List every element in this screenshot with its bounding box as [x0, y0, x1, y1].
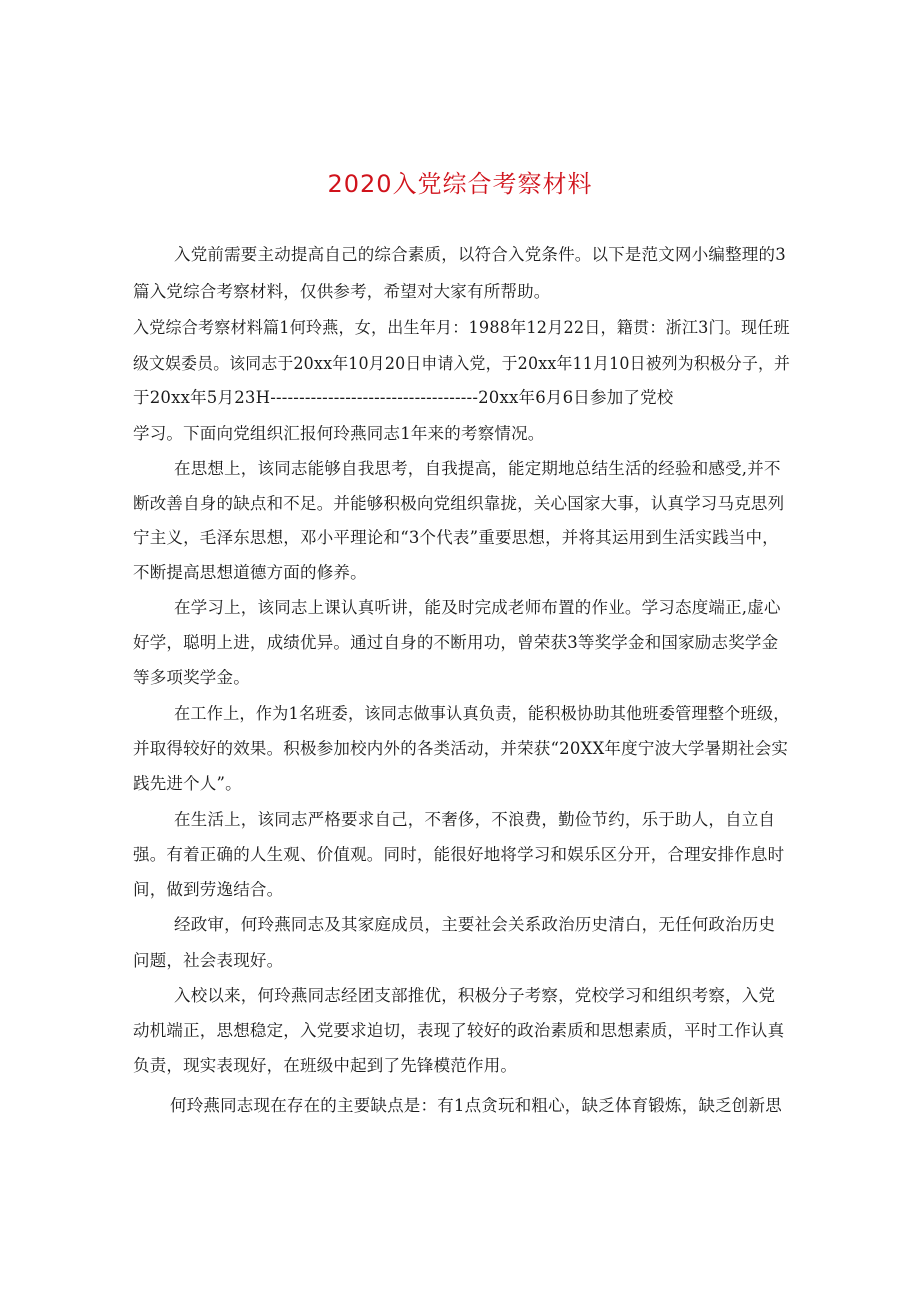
body-line: 等多项奖学金。	[133, 668, 250, 687]
body-line: 在生活上，该同志严格要求自己，不奢侈，不浪费，勤俭节约，乐于助人，自立自	[174, 810, 776, 829]
body-line: 动机端正，思想稳定，入党要求迫切，表现了较好的政治素质和思想素质，平时工作认真	[133, 1021, 785, 1040]
body-line: 好学，聪明上进，成绩优异。通过自身的不断用功，曾荣获3等奖学金和国家励志奖学金	[133, 633, 779, 652]
body-line: 断改善自身的缺点和不足。并能够积极向党组织靠拢，关心国家大事，认真学习马克思列	[133, 494, 785, 513]
body-line: 篇入党综合考察材料，仅供参考，希望对大家有所帮助。	[133, 282, 551, 301]
document-title: 2020入党综合考察材料	[327, 170, 593, 198]
body-line: 入校以来，何玲燕同志经团支部推优，积极分子考察，党校学习和组织考察，入党	[174, 986, 776, 1005]
body-line: 级文娱委员。该同志于20xx年10月20日申请入党，于20xx年11月10日被列为积极分子，并	[133, 354, 791, 373]
body-line: 负责，现实表现好，在班级中起到了先锋模范作用。	[133, 1056, 518, 1075]
body-line: 问题，社会表现好。	[133, 951, 284, 970]
body-line: 在工作上，作为1名班委，该同志做事认真负责，能积极协助其他班委管理整个班级，	[174, 704, 790, 723]
body-line: 何玲燕同志现在存在的主要缺点是：有1点贪玩和粗心，缺乏体育锻炼，缺乏创新思	[170, 1096, 782, 1115]
body-line: 经政审，何玲燕同志及其家庭成员，主要社会关系政治历史清白，无任何政治历史	[174, 915, 776, 934]
body-line: 入党综合考察材料篇1何玲燕，女，出生年月：1988年12月22日，籍贯：浙江3门。现任班	[133, 318, 790, 337]
body-line: 入党前需要主动提高自己的综合素质，以符合入党条件。以下是范文网小编整理的3	[174, 245, 786, 264]
body-line: 间，做到劳逸结合。	[133, 880, 284, 899]
body-line: 强。有着正确的人生观、价值观。同时，能很好地将学习和娱乐区分开，合理安排作息时	[133, 845, 785, 864]
body-line: 在思想上，该同志能够自我思考，自我提高，能定期地总结生活的经验和感受,并不	[174, 459, 781, 478]
body-line: 于20xx年5月23H------------------------------------20xx年6月6日参加了党校	[133, 388, 674, 407]
body-line: 并取得较好的效果。积极参加校内外的各类活动，并荣获“20XX年度宁波大学暑期社会实	[133, 739, 789, 758]
body-line: 不断提高思想道德方面的修养。	[133, 563, 367, 582]
body-line: 学习。下面向党组织汇报何玲燕同志1年来的考察情况。	[133, 424, 545, 443]
body-line: 宁主义，毛泽东思想，邓小平理论和“3个代表”重要思想，并将其运用到生活实践当中，	[133, 528, 779, 547]
body-line: 在学习上，该同志上课认真听讲，能及时完成老师布置的作业。学习态度端正,虚心	[174, 598, 781, 617]
body-line: 践先进个人”。	[133, 774, 242, 793]
